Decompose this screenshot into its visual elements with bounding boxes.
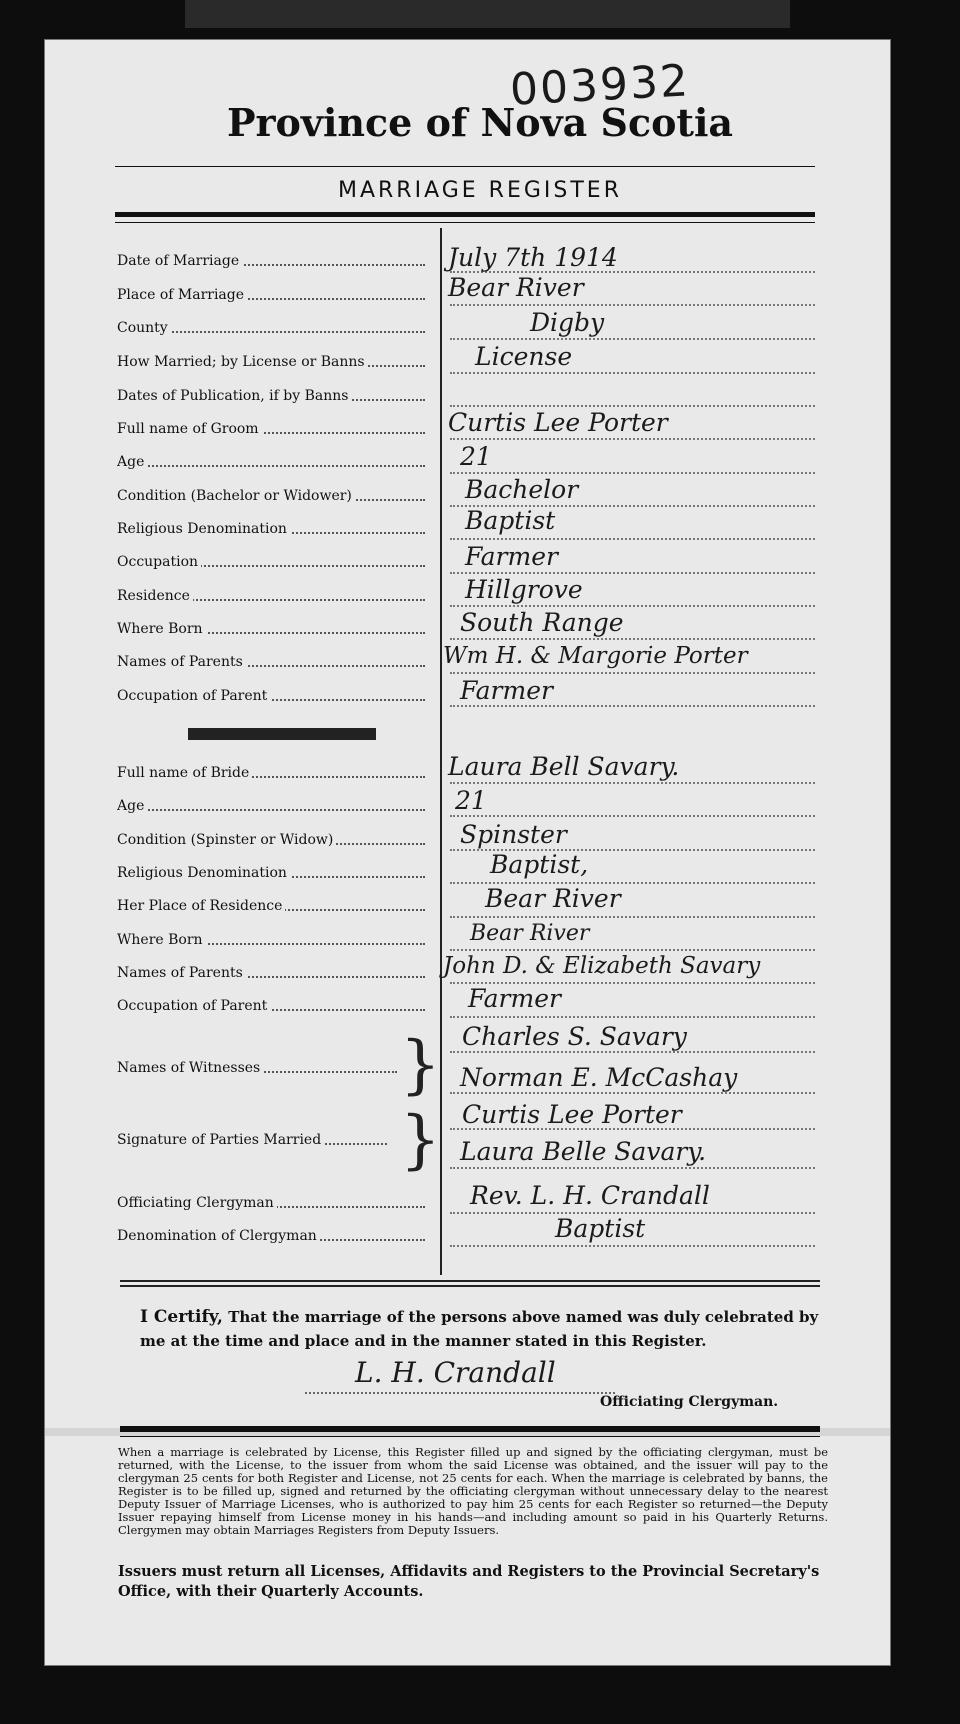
- how-married-value: License: [475, 342, 573, 371]
- field-label: Religious Denomination: [117, 863, 425, 883]
- field-label: Names of Witnesses: [117, 1058, 397, 1078]
- place-of-marriage-value: Bear River: [448, 273, 584, 302]
- section-divider-bar: [188, 728, 376, 740]
- value-line: [450, 338, 815, 340]
- field-label: Denomination of Clergyman: [117, 1226, 425, 1246]
- field-label: Dates of Publication, if by Banns: [117, 386, 425, 406]
- footer-rule: [120, 1426, 820, 1432]
- certification-text: [140, 1305, 820, 1353]
- bride-parents-value: John D. & Elizabeth Savary: [443, 953, 761, 979]
- signature-line: [305, 1392, 615, 1394]
- field-label: County: [117, 318, 425, 338]
- field-label: Names of Parents: [117, 652, 425, 672]
- groom-condition-value: Bachelor: [465, 475, 579, 504]
- field-label: Where Born: [117, 930, 425, 950]
- title-rule-upper: [115, 166, 815, 167]
- value-line: [450, 438, 815, 440]
- witnesses-brace: }: [400, 1028, 441, 1102]
- bride-condition-value: Spinster: [460, 820, 567, 849]
- value-line: [450, 782, 815, 784]
- groom-age-value: 21: [460, 442, 492, 471]
- groom-occupation-value: Farmer: [465, 542, 558, 571]
- field-label: Signature of Parties Married: [117, 1130, 387, 1150]
- field-label: Names of Parents: [117, 963, 425, 983]
- groom-residence-value: Hillgrove: [465, 575, 583, 604]
- value-line: [450, 672, 815, 674]
- footer-rule-thin: [120, 1436, 820, 1437]
- value-line: [450, 472, 815, 474]
- bride-residence-value: Bear River: [485, 884, 621, 913]
- clergyman-signature: L. H. Crandall: [355, 1356, 556, 1389]
- value-line: [450, 304, 815, 306]
- field-label: Her Place of Residence: [117, 896, 425, 916]
- field-label: Age: [117, 796, 425, 816]
- clergy-denomination-value: Baptist: [555, 1214, 646, 1243]
- field-label: How Married; by License or Banns: [117, 352, 425, 372]
- value-line: [450, 916, 815, 918]
- groom-parent-occupation-value: Farmer: [460, 676, 553, 705]
- field-label: Officiating Clergyman: [117, 1193, 425, 1213]
- field-label: Age: [117, 452, 425, 472]
- bride-age-value: 21: [455, 786, 487, 815]
- register-number: 003932: [508, 55, 692, 116]
- county-value: Digby: [530, 308, 605, 337]
- field-label: Religious Denomination: [117, 519, 425, 539]
- value-line: [450, 1167, 815, 1169]
- value-line: [450, 372, 815, 374]
- scan-edge: [185, 0, 790, 28]
- value-line: [450, 572, 815, 574]
- value-line: [450, 605, 815, 607]
- value-line: [450, 538, 815, 540]
- clergyman-value: Rev. L. H. Crandall: [470, 1181, 710, 1210]
- field-label: Condition (Bachelor or Widower): [117, 486, 425, 506]
- field-label: Place of Marriage: [117, 285, 425, 305]
- certify-lead: I Certify,: [140, 1307, 223, 1327]
- bride-birthplace-value: Bear River: [470, 921, 590, 946]
- value-line: [450, 405, 815, 407]
- certify-body: That the marriage of the persons above named was duly celebrated by me at the time and place and in the manner stated in this Register.: [140, 1308, 819, 1350]
- bride-signature-value: Laura Belle Savary.: [460, 1137, 707, 1166]
- field-label: Occupation of Parent: [117, 996, 425, 1016]
- value-line: [450, 1245, 815, 1247]
- title-rule-thin: [115, 222, 815, 223]
- witness-2-value: Norman E. McCashay: [460, 1063, 738, 1092]
- groom-birthplace-value: South Range: [460, 608, 624, 637]
- signatures-brace: }: [400, 1103, 441, 1177]
- groom-parents-value: Wm H. & Margorie Porter: [443, 643, 748, 669]
- groom-religion-value: Baptist: [465, 506, 556, 535]
- bride-religion-value: Baptist,: [490, 850, 589, 879]
- field-label: Occupation of Parent: [117, 686, 425, 706]
- instructions-note: When a marriage is celebrated by License, this Register filled up and signed by the officiating clergyman, must be returned, with the License, to the issuer from whom the said License was obtained, and the issuer will pay to the clergyman 25 cents for both Register and License, not 25 cents for each. When the marriage is celebrated by banns, the Register is to be filled up, signed and returned by the officiating clergyman without unnecessary delay to the nearest Deputy Issuer of Marriage Licenses, who is authorized to pay him 25 cents for each Register so returned—the Deputy Issuer repaying himself from License money in his hands—and including amount so paid in his Quarterly Returns. Clergymen may obtain Marriages Registers from Deputy Issuers.: [118, 1445, 828, 1537]
- bride-parent-occupation-value: Farmer: [468, 984, 561, 1013]
- field-label: Date of Marriage: [117, 251, 425, 271]
- province-title: Province of Nova Scotia: [226, 100, 734, 145]
- field-label: Full name of Bride: [117, 763, 425, 783]
- field-label: Condition (Spinster or Widow): [117, 830, 425, 850]
- field-label: Residence: [117, 586, 425, 606]
- register-title: MARRIAGE REGISTER: [337, 178, 622, 203]
- groom-signature-value: Curtis Lee Porter: [462, 1100, 682, 1129]
- value-line: [450, 638, 815, 640]
- value-line: [450, 1016, 815, 1018]
- date-of-marriage-value: July 7th 1914: [448, 243, 618, 272]
- field-label: Occupation: [117, 552, 425, 572]
- title-rule-lower: [115, 212, 815, 217]
- signature-caption: Officiating Clergyman.: [600, 1394, 779, 1410]
- field-label: Where Born: [117, 619, 425, 639]
- groom-name-value: Curtis Lee Porter: [448, 408, 668, 437]
- section-double-rule: [120, 1280, 820, 1287]
- issuers-note: Issuers must return all Licenses, Affidavits and Registers to the Provincial Secretary's Office, with their Quarterly Accounts.: [118, 1563, 820, 1600]
- witness-1-value: Charles S. Savary: [462, 1022, 687, 1051]
- bride-name-value: Laura Bell Savary.: [448, 752, 680, 781]
- field-label: Full name of Groom: [117, 419, 425, 439]
